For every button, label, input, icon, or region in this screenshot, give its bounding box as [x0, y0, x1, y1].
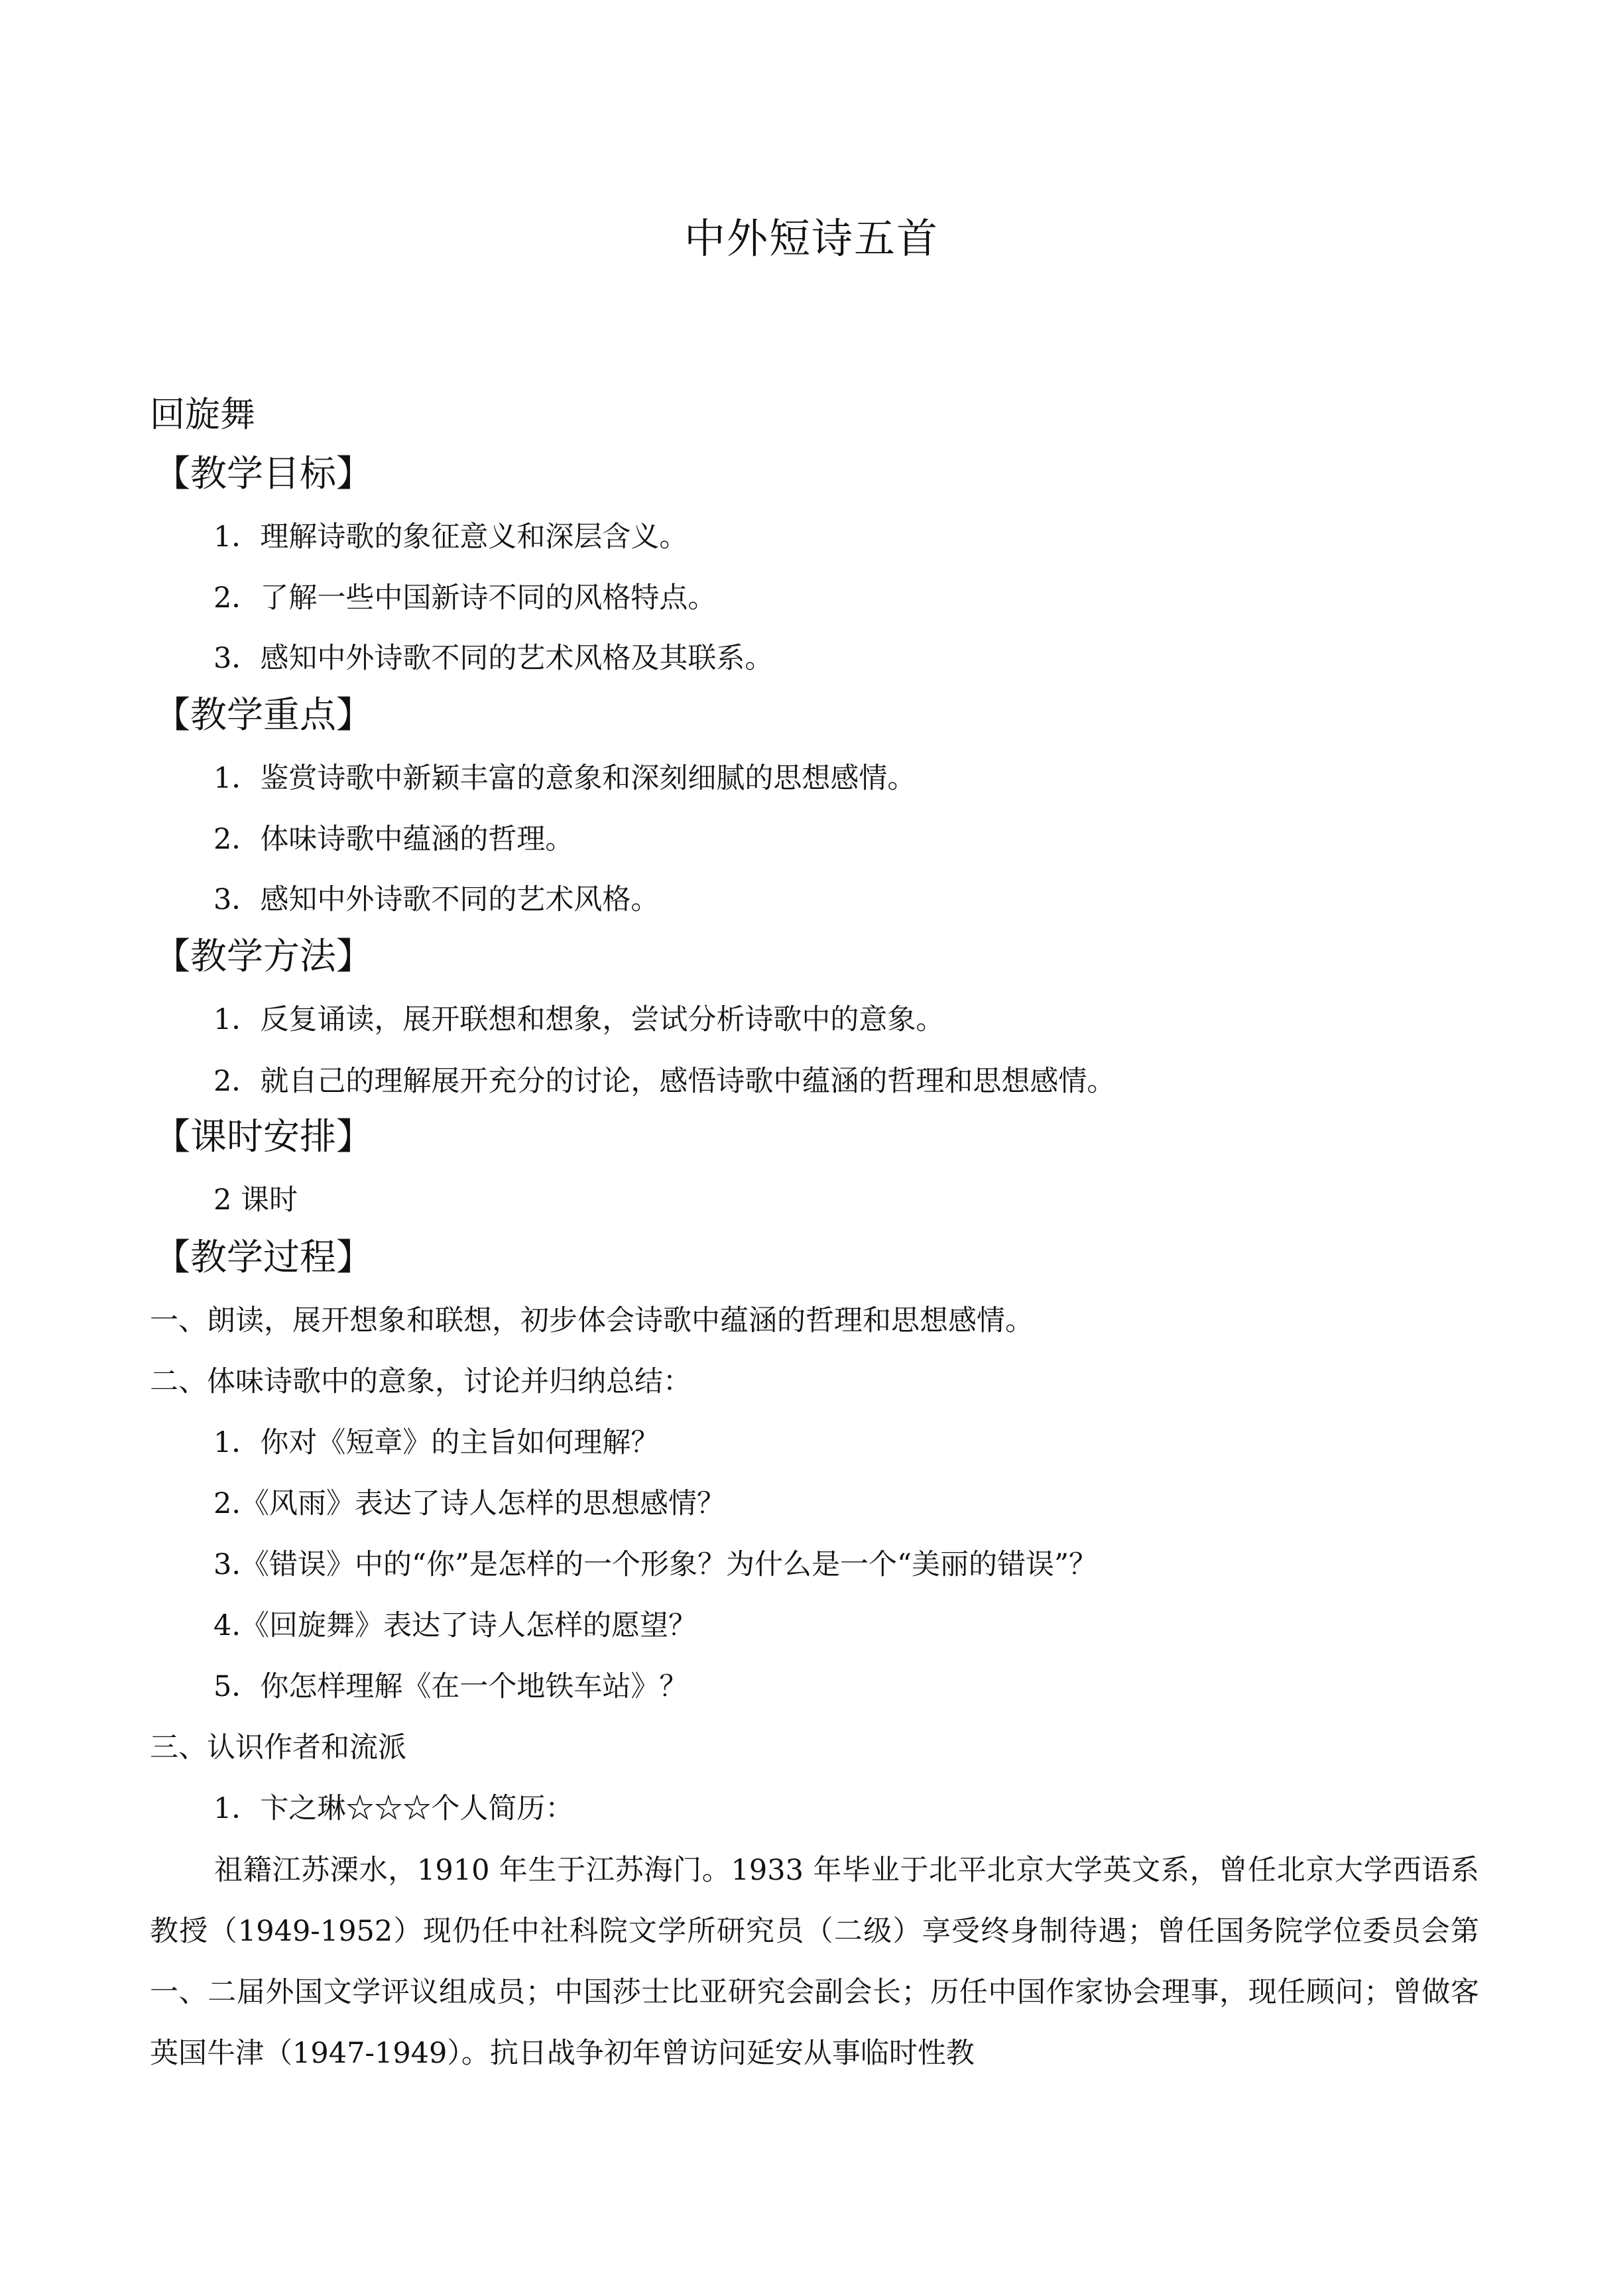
section-heading-keypoints: 【教学重点】: [154, 694, 373, 736]
method-item-1: 1．反复诵读，展开联想和想象，尝试分析诗歌中的意象。: [213, 1003, 945, 1036]
goal-item-1: 1．理解诗歌的象征意义和深层含义。: [213, 520, 688, 554]
question-item-4: 4.《回旋舞》表达了诗人怎样的愿望？: [213, 1609, 697, 1642]
section-heading-schedule: 【课时安排】: [154, 1115, 373, 1158]
section-heading-goals: 【教学目标】: [154, 452, 373, 495]
keypoint-item-1: 1．鉴赏诗歌中新颖丰富的意象和深刻细腻的思想感情。: [213, 762, 916, 795]
process-step-3: 三、认识作者和流派: [150, 1731, 406, 1764]
schedule-text: 2 课时: [213, 1183, 298, 1217]
section-heading-methods: 【教学方法】: [154, 935, 373, 977]
method-item-2: 2．就自己的理解展开充分的讨论，感悟诗歌中蕴涵的哲理和思想感情。: [213, 1065, 1116, 1098]
author-heading: 1．卞之琳☆☆☆个人简历：: [213, 1792, 574, 1825]
process-step-1: 一、朗读，展开想象和联想，初步体会诗歌中蕴涵的哲理和思想感情。: [150, 1304, 1034, 1337]
question-item-5: 5．你怎样理解《在一个地铁车站》？: [213, 1670, 688, 1703]
question-item-2: 2.《风雨》表达了诗人怎样的思想感情？: [213, 1487, 726, 1520]
process-step-2: 二、体味诗歌中的意象，讨论并归纳总结：: [150, 1365, 691, 1398]
poem-subtitle: 回旋舞: [150, 394, 255, 435]
question-item-3: 3.《错误》中的“你”是怎样的一个形象？为什么是一个“美丽的错误”？: [213, 1548, 1097, 1581]
keypoint-item-2: 2．体味诗歌中蕴涵的哲理。: [213, 823, 574, 856]
keypoint-item-3: 3．感知中外诗歌不同的艺术风格。: [213, 883, 660, 916]
goal-item-2: 2．了解一些中国新诗不同的风格特点。: [213, 581, 717, 615]
question-item-1: 1．你对《短章》的主旨如何理解？: [213, 1426, 660, 1459]
goal-item-3: 3．感知中外诗歌不同的艺术风格及其联系。: [213, 642, 774, 675]
section-heading-process: 【教学过程】: [154, 1236, 373, 1278]
page-title: 中外短诗五首: [684, 214, 939, 263]
author-bio-paragraph: 祖籍江苏溧水，1910 年生于江苏海门。1933 年毕业于北平北京大学英文系，曾任北京大学西语系教授（1949-1952）现仍任中社科院文学所研究员（二级）享受终身制待遇；曾任国务院学位委员会第一、二届外国文学评议组成员；中国莎士比亚研究会副会长；历任中国作家协会理事，现任顾问；曾做客英国牛津（1947-1949）。抗日战争初年曾访问延安从事临时性教: [150, 1854, 1479, 2070]
